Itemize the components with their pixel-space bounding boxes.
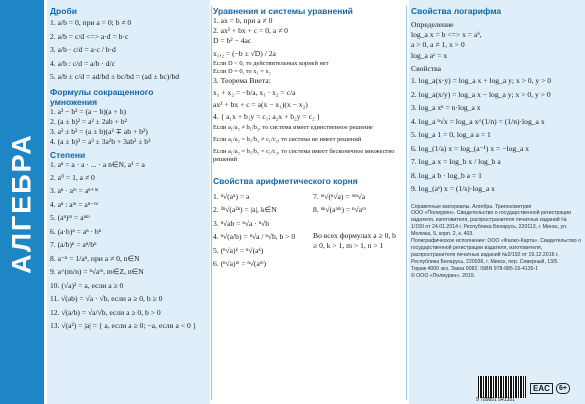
formula: 6. log_(1/a) x = log_(a⁻¹) x = −log_a x [411, 143, 530, 153]
section-title-short-mult-2: умножения [50, 96, 98, 107]
formula: 4. ⁿ√(a/b) = ⁿ√a / ⁿ√b, b > 0 [213, 232, 296, 242]
barcode [478, 376, 526, 398]
roots-condition: Во всех формулах a ≥ 0, b ≥ 0, k > 1, m > 1, n > 1 [313, 230, 396, 250]
column-left [50, 0, 200, 404]
formula: 6. (ⁿ√a)ᵐ = ⁿ√(aᵐ) [213, 259, 267, 269]
formula: 2. ²ⁿ√(a²ⁿ) = |a|, k∈N [213, 205, 277, 215]
formula: 5. (aⁿ)ᵐ = aⁿᵐ [50, 213, 90, 223]
column-right [411, 0, 581, 404]
formula: 1. a/b = 0, при a = 0; b ≠ 0 [50, 18, 132, 27]
formula-note: Если D = 0, то x₁ = x₂ [213, 68, 271, 76]
imprint-line: ООО «Полиурин». Свидетельство о государственной регистрации издателя, изготовителя, распространителя печатных изданий № 1/150 от 24.01.2014 г. Республика Беларусь, 220113, г. Минск, ул. Мележа, 5, корп. 2, к. 403. [411, 210, 572, 238]
formula: 6. (a·b)ⁿ = aⁿ · bⁿ [50, 226, 102, 236]
band-title: АЛГЕБРА [6, 133, 37, 274]
side-band [0, 0, 44, 404]
formula: ax² + bx + c = a(x − x₁)(x − x₂) [213, 99, 308, 109]
section-title-short-mult: Формулы сокращенного [50, 86, 154, 97]
roots-grid [213, 190, 403, 271]
formula: x₁ + x₂ = −b/a, x₁ · x₂ = c/a [213, 88, 296, 98]
formula: 5. (ⁿ√a)ᵏ = ⁿ√(aᵏ) [213, 245, 264, 255]
formula: 7. log_a x = log_b x / log_b a [411, 157, 501, 167]
formula: 8. a⁻ⁿ = 1/aⁿ, при a ≠ 0, n∈N [50, 253, 140, 263]
properties-title: Свойства [411, 63, 442, 73]
formula: 1. ax = b, при a ≠ 0 [213, 16, 273, 25]
formula: 11. √(ab) = √a · √b, если a ≥ 0, b ≥ 0 [50, 294, 163, 304]
formula: 8. ⁿᵏ√(aᵐᵏ) = ⁿ√aᵐ [313, 205, 366, 215]
formula-note: Если a₁/a₂ = b₁/b₂ ≠ c₁/c₂, то система не имеет решений [213, 135, 362, 143]
barcode-digits: 9 789851 541351 [476, 397, 515, 403]
formula: 10. (√a)² = a, если a ≥ 0 [50, 280, 124, 290]
section-title-equations: Уравнения и системы уравнений [213, 6, 353, 16]
column-divider [211, 6, 212, 400]
column-divider [406, 6, 407, 400]
age-rating: 6+ [556, 383, 570, 394]
formula: D = b² − 4ac [213, 36, 252, 46]
section-title-log: Свойства логарифма [411, 6, 502, 16]
section-title-roots: Свойства арифметического корня [213, 175, 358, 186]
formula: 3. aⁿ · aᵐ = aⁿ⁺ᵐ [50, 186, 99, 196]
formula: 4. { a₁x + b₁y = c₁; a₂x + b₂y = c₂ } [213, 112, 321, 122]
formula: a > 0, a ≠ 1, x > 0 [411, 40, 465, 50]
formula-note: Если a₁/a₂ ≠ b₁/b₂, то система имеет единственное решение [213, 123, 373, 131]
formula: 7. ᵐ√(ⁿ√a) = ᵐⁿ√a [313, 191, 366, 201]
formula: log_a aˣ = x [411, 50, 448, 60]
formula: 1. aⁿ = a · a · ... · a n∈N, a¹ = a [50, 160, 145, 170]
formula: 9. log_(aˢ) x = (1/s)·log_a x [411, 184, 495, 194]
eac-mark: EAC [530, 383, 553, 394]
section-title-fractions: Дроби [50, 6, 77, 16]
formula: 7. (a/b)ⁿ = aⁿ/bⁿ [50, 240, 97, 250]
section-title-powers: Степени [50, 150, 86, 161]
formula: log_a x = b <=> x = aᵇ, [411, 30, 482, 40]
imprint-line: Тираж 4000 экз. Заказ 0082. ISBN 978-985-15-4135-1 [411, 265, 539, 272]
formula: 4. aⁿ : aᵐ = aⁿ⁻ᵐ [50, 199, 98, 209]
formula-note: Если a₁/a₂ = b₁/b₂ = c₁/c₂, то система имеет бесконечное множество решений [213, 147, 395, 163]
formula-note: Если D < 0, то действительных корней нет [213, 60, 329, 68]
formula: 4. log_a ⁿ√x = log_a x^(1/n) = (1/n)·log_a x [411, 116, 545, 126]
formula: 4. a/b : c/d = a/b · d/c [50, 58, 116, 68]
formula: 5. a/b ± c/d = ad/bd ± bc/bd = (ad ± bc)/bd [50, 72, 180, 81]
imprint [411, 204, 581, 280]
formula: 3. a³ ± b³ = (a ± b)(a² ∓ ab + b²) [50, 126, 148, 136]
formula: 1. log_a(x·y) = log_a x + log_a y; x > 0, y > 0 [411, 76, 552, 86]
formula: 8. log_a b · log_b a = 1 [411, 170, 482, 180]
formula: 3. a/b · c/d = a·c / b·d [50, 45, 116, 54]
formula: 2. log_a(x/y) = log_a x − log_a y; x > 0, y > 0 [411, 89, 551, 99]
imprint-line: Полиграфическое исполнение: ООО «Фалко-Карта». Свидетельство о государственной регистрации издателя, изготовителя, распространителя печатных изданий №2/192 от 19.12.2016 г. Республика Беларусь, 220036, г. Минск, пер. Северный, 13/5. [411, 238, 581, 265]
formula: 13. √(a²) = |a| = { a, если a ≥ 0; −a, если a < 0 } [50, 321, 197, 331]
formula: 2. a⁰ = 1, a ≠ 0 [50, 172, 95, 182]
formula: 12. √(a/b) = √a/√b, если a ≥ 0, b > 0 [50, 307, 161, 317]
definition-title: Определение [411, 20, 454, 29]
formula: 4. (a ± b)³ = a³ ± 3a²b + 3ab² ± b³ [50, 137, 151, 147]
formula: 2. a/b = c/d <=> a·d = b·c [50, 31, 129, 41]
formula: 2. ax² + bx + c = 0, a ≠ 0 [213, 26, 288, 36]
imprint-line: Справочные материалы. Алгебра. Тригонометрия [411, 203, 532, 210]
imprint-line: © ООО «Полиурин», 2019. [411, 272, 476, 279]
formula: 5. log_a 1 = 0, log_a a = 1 [411, 130, 491, 140]
formula: 3. ⁿ√ab = ⁿ√a · ⁿ√b [213, 218, 270, 228]
formula: 2. (a ± b)² = a² ± 2ab + b² [50, 116, 127, 126]
formula: x₁,₂ = (−b ± √D) / 2a [213, 48, 276, 58]
formula: 1. a² − b² = (a − b)(a + b) [50, 106, 127, 116]
formula: 3. Теорема Виета: [213, 76, 271, 86]
column-middle [213, 0, 403, 404]
formula: 3. log_a xⁿ = n·log_a x [411, 103, 481, 113]
formula: 1. ⁿ√(aⁿ) = a [213, 191, 250, 201]
formula: 9. a^(m/n) = ⁿ√aᵐ, m∈Z, n∈N [50, 267, 144, 277]
